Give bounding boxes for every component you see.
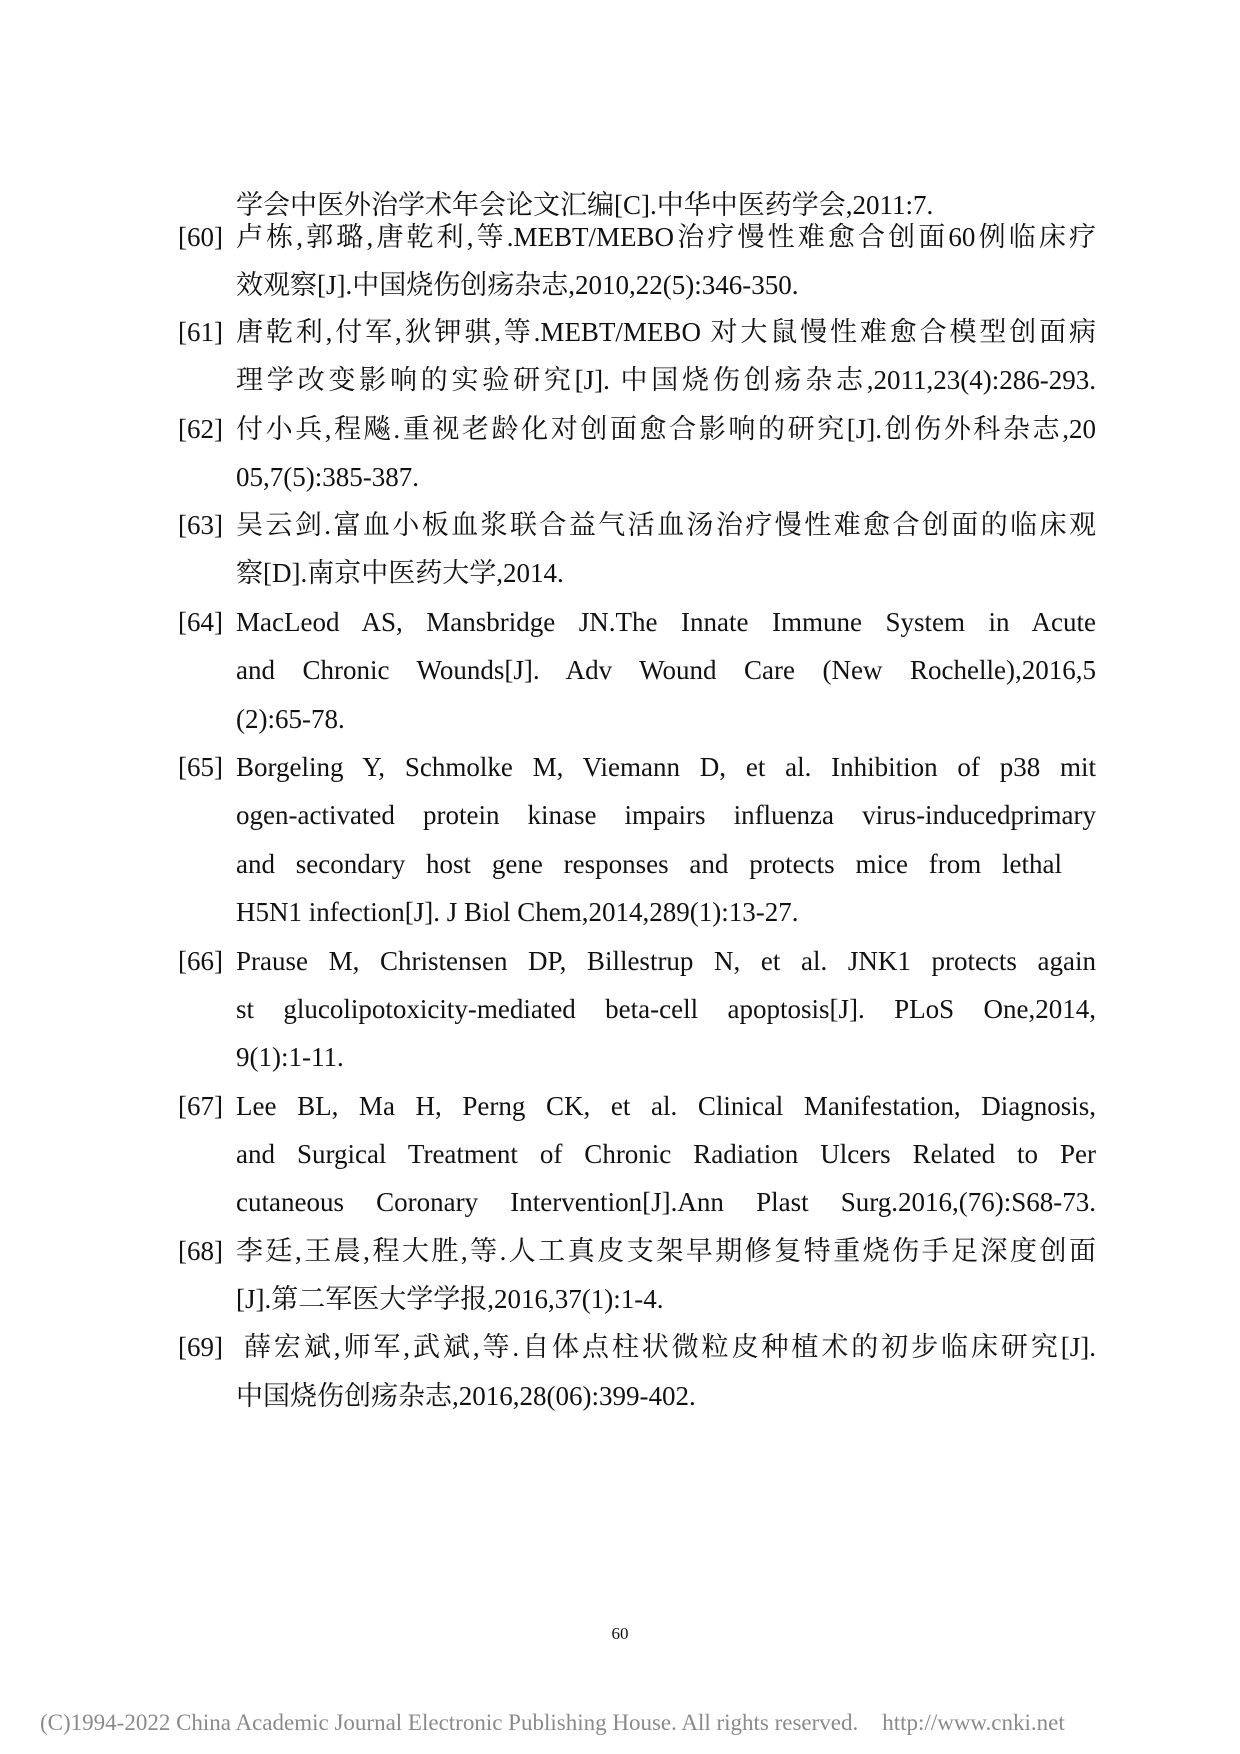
reference-number: [61] — [178, 317, 223, 347]
reference-line: [J].第二军医大学学报,2016,37(1):1-4. — [236, 1284, 664, 1314]
reference-line: cutaneous Coronary Intervention[J].Ann Plast Surg.2016,(76):S68-73. — [236, 1187, 1096, 1217]
reference-number: [63] — [178, 510, 223, 540]
reference-line: 唐乾利,付军,狄钾骐,等.MEBT/MEBO 对大鼠慢性难愈合模型创面病 — [236, 317, 1096, 347]
reference-line: 薛宏斌,师军,武斌,等.自体点柱状微粒皮种植术的初步临床研究[J]. — [244, 1332, 1096, 1362]
reference-line: 察[D].南京中医药大学,2014. — [236, 558, 564, 588]
reference-line: and secondary host gene responses and protects mice from lethal — [236, 849, 1062, 879]
reference-line: MacLeod AS, Mansbridge JN.The Innate Immune System in Acute — [236, 607, 1096, 637]
reference-line: 李廷,王晨,程大胜,等.人工真皮支架早期修复特重烧伤手足深度创面 — [236, 1236, 1096, 1266]
reference-number: [64] — [178, 607, 223, 637]
reference-line: ogen-activated protein kinase impairs influenza virus-inducedprimary — [236, 800, 1096, 830]
reference-line: 卢栋,郭璐,唐乾利,等.MEBT/MEBO治疗慢性难愈合创面60例临床疗 — [236, 222, 1096, 252]
reference-line: Borgeling Y, Schmolke M, Viemann D, et al. Inhibition of p38 mit — [236, 752, 1096, 782]
reference-number: [66] — [178, 946, 223, 976]
reference-line: 付小兵,程飚.重视老龄化对创面愈合影响的研究[J].创伤外科杂志,20 — [236, 414, 1096, 444]
reference-number: [62] — [178, 414, 223, 444]
reference-line: 9(1):1-11. — [236, 1042, 344, 1072]
page-number: 60 — [611, 1624, 629, 1643]
reference-number: [67] — [178, 1091, 223, 1121]
reference-line: 学会中医外治学术年会论文汇编[C].中华中医药学会,2011:7. — [236, 190, 934, 220]
reference-number: [69] — [178, 1332, 223, 1362]
reference-number: [60] — [178, 222, 223, 252]
reference-line: Prause M, Christensen DP, Billestrup N, et al. JNK1 protects again — [236, 946, 1096, 976]
reference-line: Lee BL, Ma H, Perng CK, et al. Clinical Manifestation, Diagnosis, — [236, 1091, 1096, 1121]
reference-line: 理学改变影响的实验研究[J]. 中国烧伤创疡杂志,2011,23(4):286-293. — [236, 365, 1096, 395]
reference-line: 05,7(5):385-387. — [236, 462, 419, 492]
reference-line: 中国烧伤创疡杂志,2016,28(06):399-402. — [236, 1381, 696, 1411]
reference-line: st glucolipotoxicity-mediated beta-cell apoptosis[J]. PLoS One,2014, — [236, 994, 1096, 1024]
cnki-url-link[interactable]: http://www.cnki.net — [882, 1710, 1065, 1735]
reference-line: 吴云剑.富血小板血浆联合益气活血汤治疗慢性难愈合创面的临床观 — [236, 510, 1096, 540]
reference-line: (2):65-78. — [236, 704, 345, 734]
reference-line: and Chronic Wounds[J]. Adv Wound Care (New Rochelle),2016,5 — [236, 655, 1096, 685]
copyright-footer — [40, 1708, 1200, 1738]
reference-number: [68] — [178, 1236, 223, 1266]
copyright-text: (C)1994-2022 China Academic Journal Electronic Publishing House. All rights reserved. — [40, 1710, 859, 1735]
reference-number: [65] — [178, 752, 223, 782]
reference-line: and Surgical Treatment of Chronic Radiation Ulcers Related to Per — [236, 1139, 1096, 1169]
reference-line: 效观察[J].中国烧伤创疡杂志,2010,22(5):346-350. — [236, 270, 799, 300]
reference-line: H5N1 infection[J]. J Biol Chem,2014,289(1):13-27. — [236, 897, 799, 927]
